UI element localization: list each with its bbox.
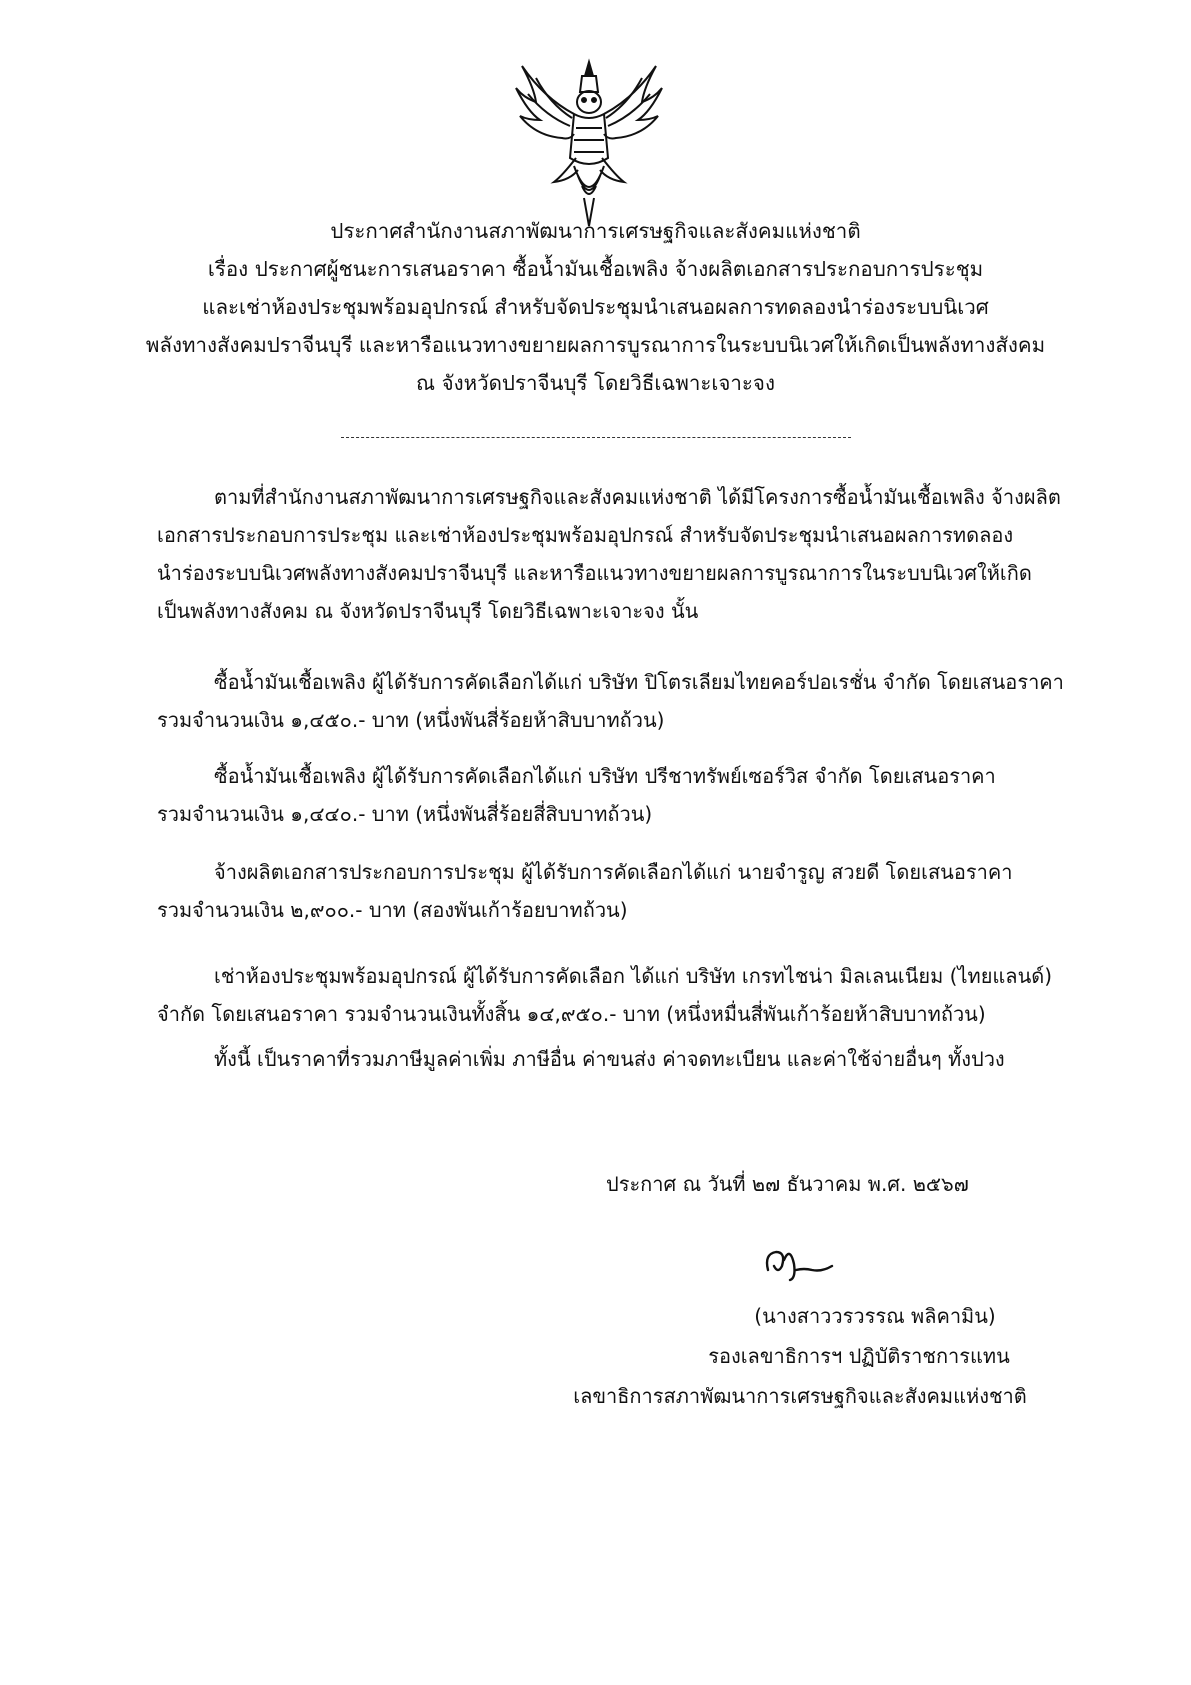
award-fuel-2-line-1: ซื้อน้ำมันเชื้อเพลิง ผู้ได้รับการคัดเลือกได้แก่ บริษัท ปรีชาทรัพย์เซอร์วิส จำกัด โดยเสนอราคา (214, 764, 996, 788)
garuda-emblem-icon (514, 58, 664, 230)
award-fuel-2-line-2: รวมจำนวนเงิน ๑,๔๔๐.- บาท (หนึ่งพันสี่ร้อยสี่สิบบาทถ้วน) (157, 802, 653, 826)
award-room-line-2: จำกัด โดยเสนอราคา รวมจำนวนเงินทั้งสิ้น ๑๔,๙๕๐.- บาท (หนึ่งหมื่นสี่พันเก้าร้อยห้าสิบบาทถ้วน) (157, 1002, 986, 1026)
subject-line-2: และเช่าห้องประชุมพร้อมอุปกรณ์ สำหรับจัดประชุมนำเสนอผลการทดลองนำร่องระบบนิเวศ (202, 295, 989, 319)
signatory-position-1: รองเลขาธิการฯ ปฏิบัติราชการแทน (708, 1344, 1010, 1368)
award-fuel-1-paragraph (157, 663, 1064, 739)
award-fuel-1-line-1: ซื้อน้ำมันเชื้อเพลิง ผู้ได้รับการคัดเลือกได้แก่ บริษัท ปิโตรเลียมไทยคอร์ปอเรชั่น จำกัด โดยเสนอราคา (214, 670, 1064, 694)
intro-line-2: เอกสารประกอบการประชุม และเช่าห้องประชุมพร้อมอุปกรณ์ สำหรับจัดประชุมนำเสนอผลการทดลอง (157, 523, 1014, 547)
award-documents-paragraph (157, 853, 1047, 929)
handwritten-signature (760, 1240, 840, 1286)
award-fuel-1-line-2: รวมจำนวนเงิน ๑,๔๕๐.- บาท (หนึ่งพันสี่ร้อยห้าสิบบาทถ้วน) (157, 708, 665, 732)
intro-paragraph (157, 478, 1061, 630)
award-documents-line-2: รวมจำนวนเงิน ๒,๙๐๐.- บาท (สองพันเก้าร้อยบาทถ้วน) (157, 898, 628, 922)
header-divider (341, 437, 851, 438)
signatory-position-2: เลขาธิการสภาพัฒนาการเศรษฐกิจและสังคมแห่งชาติ (573, 1384, 1027, 1408)
subject-line-1: เรื่อง ประกาศผู้ชนะการเสนอราคา ซื้อน้ำมันเชื้อเพลิง จ้างผลิตเอกสารประกอบการประชุม (207, 257, 984, 281)
announcement-title: ประกาศสำนักงานสภาพัฒนาการเศรษฐกิจและสังคมแห่งชาติ (330, 219, 861, 243)
intro-line-1: ตามที่สำนักงานสภาพัฒนาการเศรษฐกิจและสังคมแห่งชาติ ได้มีโครงการซื้อน้ำมันเชื้อเพลิง จ้างผลิต (214, 485, 1061, 509)
award-room-paragraph (157, 957, 1053, 1033)
intro-line-3: นำร่องระบบนิเวศพลังทางสังคมปราจีนบุรี และหารือแนวทางขยายผลการบูรณาการในระบบนิเวศให้เกิด (157, 561, 1032, 585)
vat-note-line: ทั้งนี้ เป็นราคาที่รวมภาษีมูลค่าเพิ่ม ภาษีอื่น ค่าขนส่ง ค่าจดทะเบียน และค่าใช้จ่ายอื่นๆ ทั้งปวง (214, 1047, 1005, 1071)
award-fuel-2-paragraph (157, 757, 1047, 833)
subject-line-3: พลังทางสังคมปราจีนบุรี และหารือแนวทางขยายผลการบูรณาการในระบบนิเวศให้เกิดเป็นพลังทางสังคม (145, 333, 1046, 357)
signature-block (560, 1296, 1040, 1416)
vat-note-paragraph (157, 1040, 1047, 1078)
subject-line-4: ณ จังหวัดปราจีนบุรี โดยวิธีเฉพาะเจาะจง (416, 371, 775, 395)
award-room-line-1: เช่าห้องประชุมพร้อมอุปกรณ์ ผู้ได้รับการคัดเลือก ได้แก่ บริษัท เกรทไชน่า มิลเลนเนียม (ไทยแลนด์) (214, 964, 1053, 988)
intro-line-4: เป็นพลังทางสังคม ณ จังหวัดปราจีนบุรี โดยวิธีเฉพาะเจาะจง นั้น (157, 599, 699, 623)
announcement-date: ประกาศ ณ วันที่ ๒๗ ธันวาคม พ.ศ. ๒๕๖๗ (606, 1172, 969, 1196)
signatory-name: (นางสาววรวรรณ พลิคามิน) (754, 1304, 996, 1328)
award-documents-line-1: จ้างผลิตเอกสารประกอบการประชุม ผู้ได้รับการคัดเลือกได้แก่ นายจำรูญ สวยดี โดยเสนอราคา (214, 860, 1013, 884)
